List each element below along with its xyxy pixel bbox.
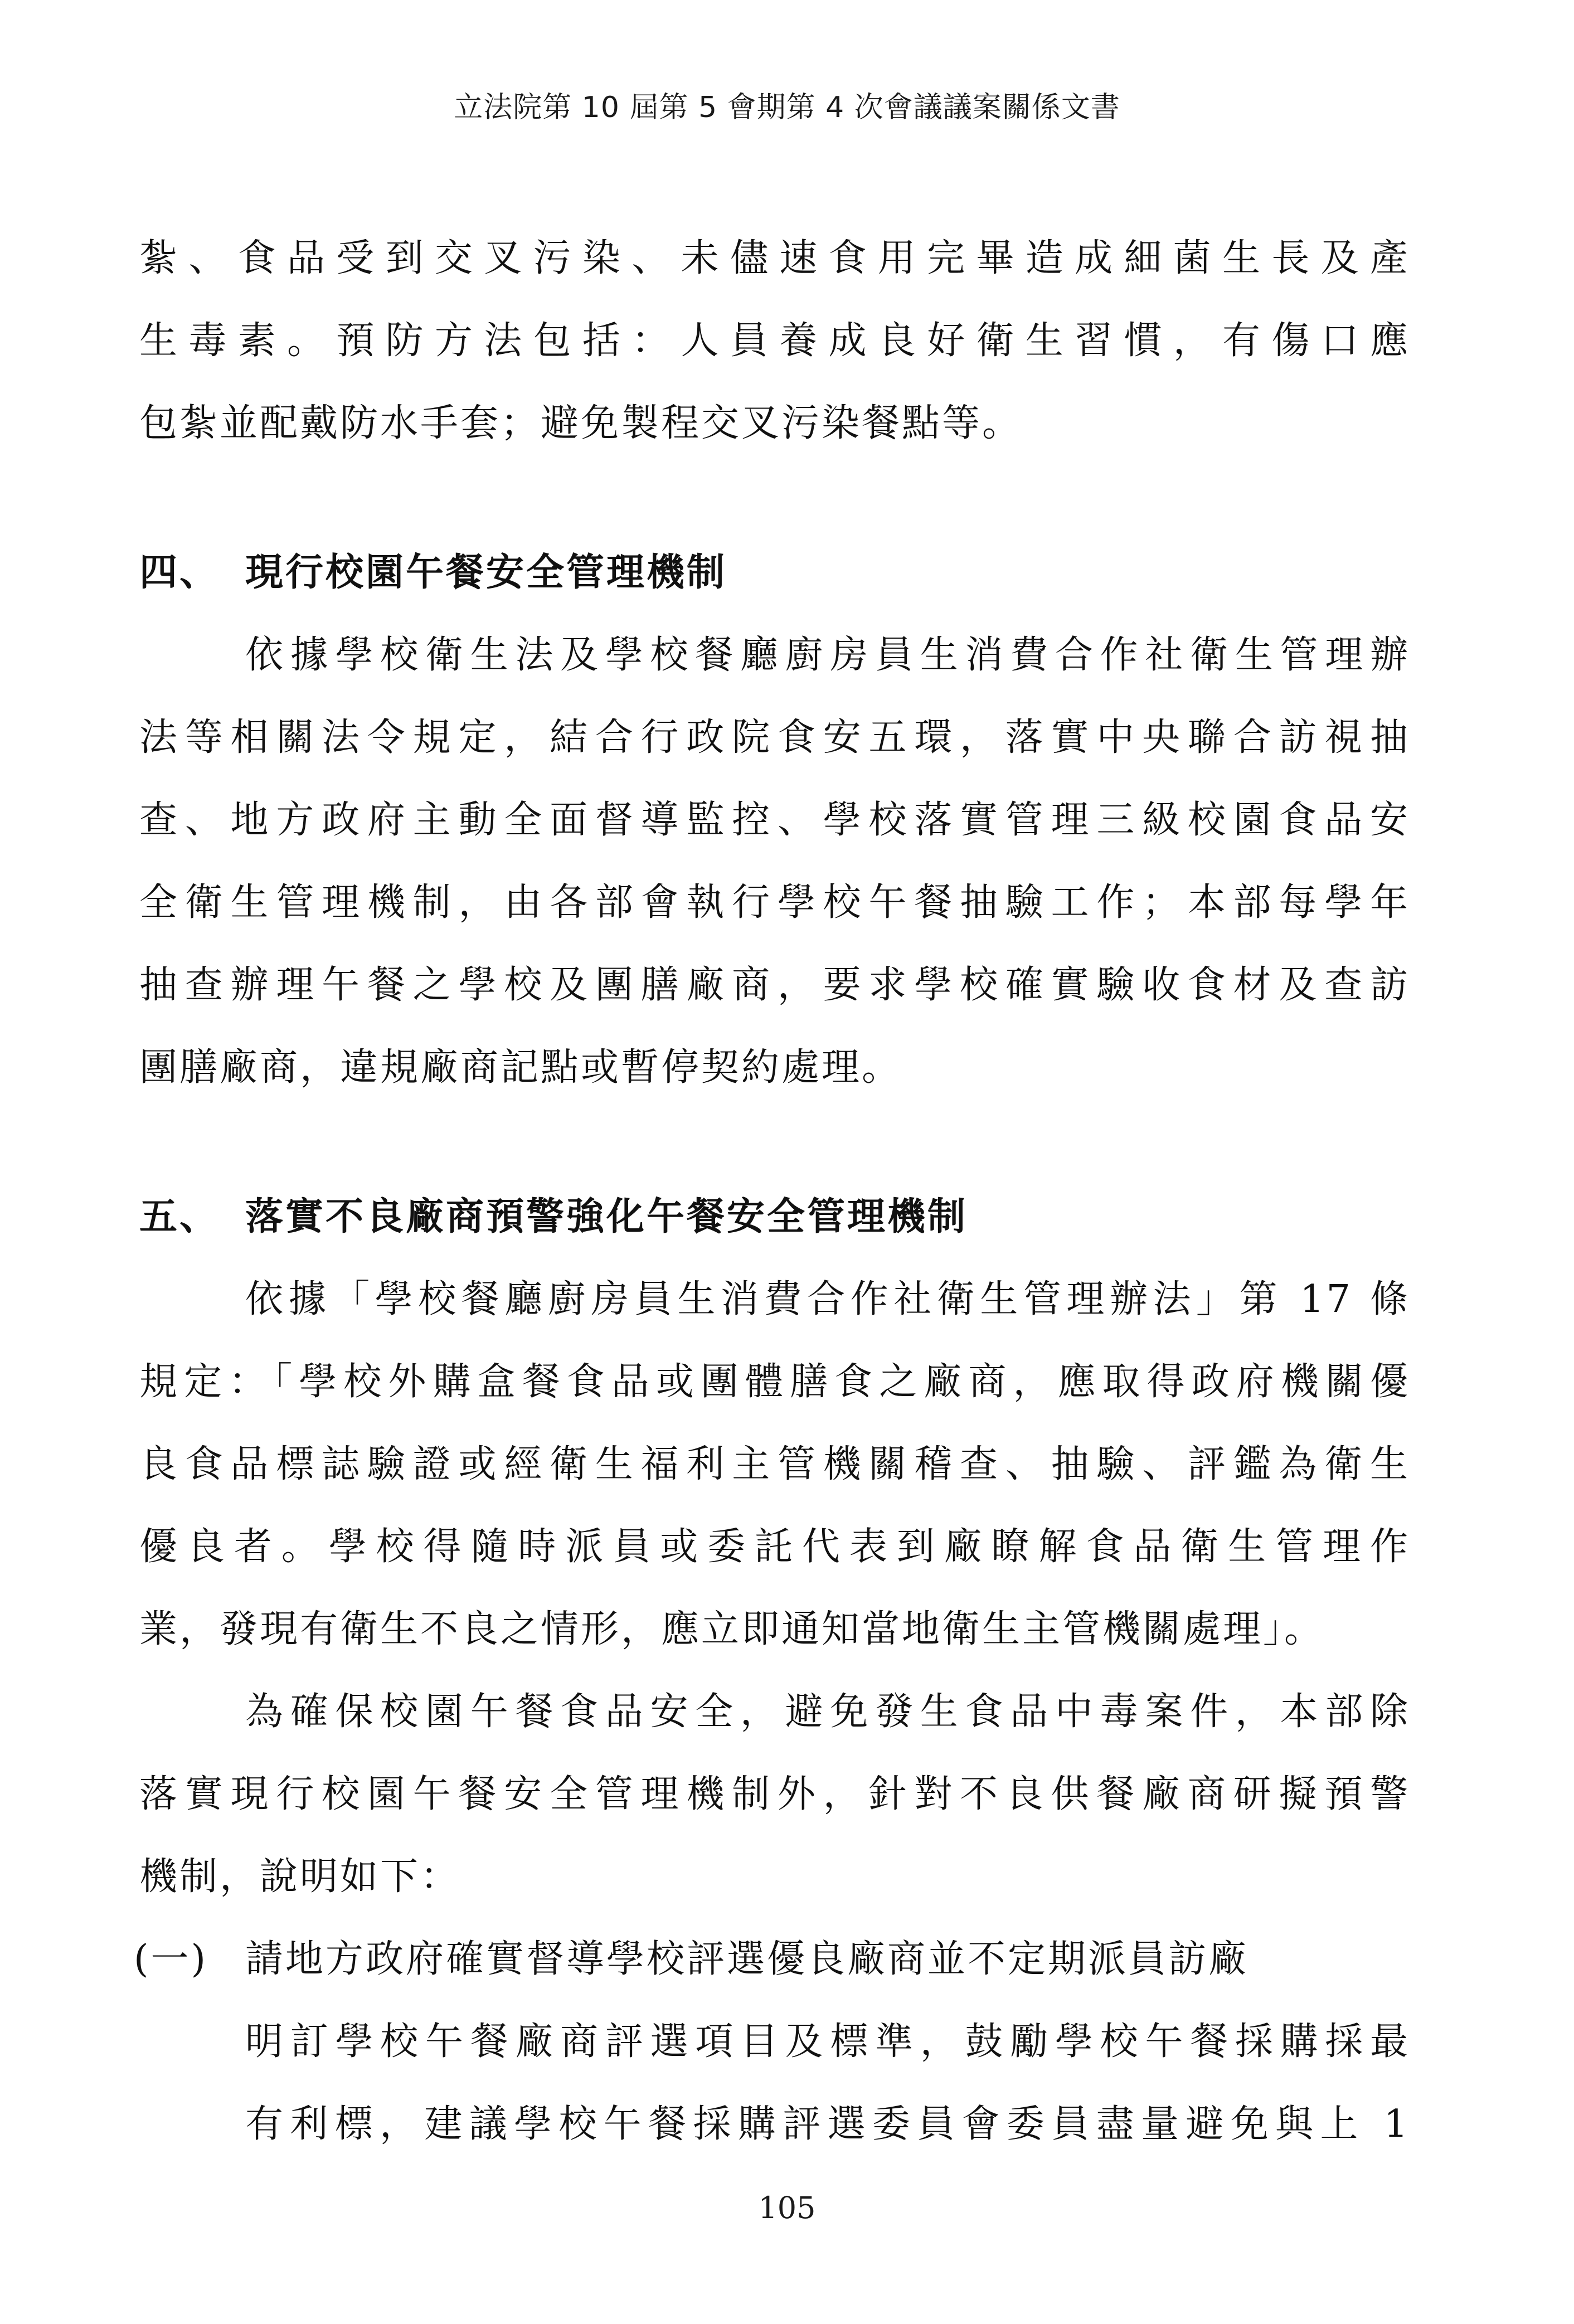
section-4-line: 全衛生管理機制，由各部會執行學校午餐抽驗工作；本部每學年 xyxy=(139,881,1410,925)
section-4-line: 抽查辦理午餐之學校及團膳廠商，要求學校確實驗收食材及查訪 xyxy=(139,963,1410,1007)
running-header: 立法院第 10 屆第 5 會期第 4 次會議議案關係文書 xyxy=(454,91,1120,124)
section-4-title: 現行校園午餐安全管理機制 xyxy=(245,551,727,595)
item-1-line: 明訂學校午餐廠商評選項目及標準，鼓勵學校午餐採購採最 xyxy=(245,2020,1410,2064)
section-4-heading xyxy=(139,532,1410,614)
page-number: 105 xyxy=(758,2190,816,2225)
section-5-para2-line: 落實現行校園午餐安全管理機制外，針對不良供餐廠商研擬預警 xyxy=(139,1772,1410,1816)
continuation-line: 包紮並配戴防水手套；避免製程交叉污染餐點等。 xyxy=(139,401,1023,445)
item-1-line: 有利標，建議學校午餐採購評選委員會委員盡量避免與上 1 xyxy=(245,2102,1410,2146)
continuation-line: 紮、食品受到交叉污染、未儘速食用完畢造成細菌生長及產 xyxy=(139,236,1410,280)
section-5-title: 落實不良廠商預警強化午餐安全管理機制 xyxy=(245,1195,968,1239)
section-5-para2-line: 為確保校園午餐食品安全，避免發生食品中毒案件，本部除 xyxy=(245,1690,1410,1734)
section-5-para1-line: 依據「學校餐廳廚房員生消費合作社衛生管理辦法」第 17 條 xyxy=(245,1277,1410,1321)
section-5-heading xyxy=(139,1176,1410,1258)
section-4-line: 依據學校衛生法及學校餐廳廚房員生消費合作社衛生管理辦 xyxy=(245,633,1410,677)
section-5-number: 五、 xyxy=(139,1195,220,1239)
section-gap xyxy=(139,465,1410,532)
item-1-title: 請地方政府確實督導學校評選優良廠商並不定期派員訪廠 xyxy=(245,1937,1249,1981)
section-5-para2-line: 機制，說明如下： xyxy=(139,1855,461,1899)
section-5-para1-line: 規定：「學校外購盒餐食品或團體膳食之廠商，應取得政府機關優 xyxy=(139,1360,1410,1404)
body-text xyxy=(134,217,1410,2166)
section-4-number: 四、 xyxy=(139,551,220,595)
section-4-line: 查、地方政府主動全面督導監控、學校落實管理三級校園食品安 xyxy=(139,798,1410,842)
section-5-para1-line: 良食品標誌驗證或經衛生福利主管機關稽查、抽驗、評鑑為衛生 xyxy=(139,1442,1410,1486)
section-5-para1-line: 業，發現有衛生不良之情形，應立即通知當地衛生主管機關處理」。 xyxy=(139,1607,1325,1651)
section-5-para1-line: 優良者。學校得隨時派員或委託代表到廠瞭解食品衛生管理作 xyxy=(139,1525,1410,1569)
section-gap xyxy=(139,1109,1410,1176)
continuation-line: 生毒素。預防方法包括：人員養成良好衛生習慣，有傷口應 xyxy=(139,319,1410,363)
item-1-heading xyxy=(134,1918,1410,2001)
section-4-line: 團膳廠商，違規廠商記點或暫停契約處理。 xyxy=(139,1046,902,1090)
item-1-number: (一) xyxy=(134,1937,208,1981)
section-4-line: 法等相關法令規定，結合行政院食安五環，落實中央聯合訪視抽 xyxy=(139,716,1410,760)
